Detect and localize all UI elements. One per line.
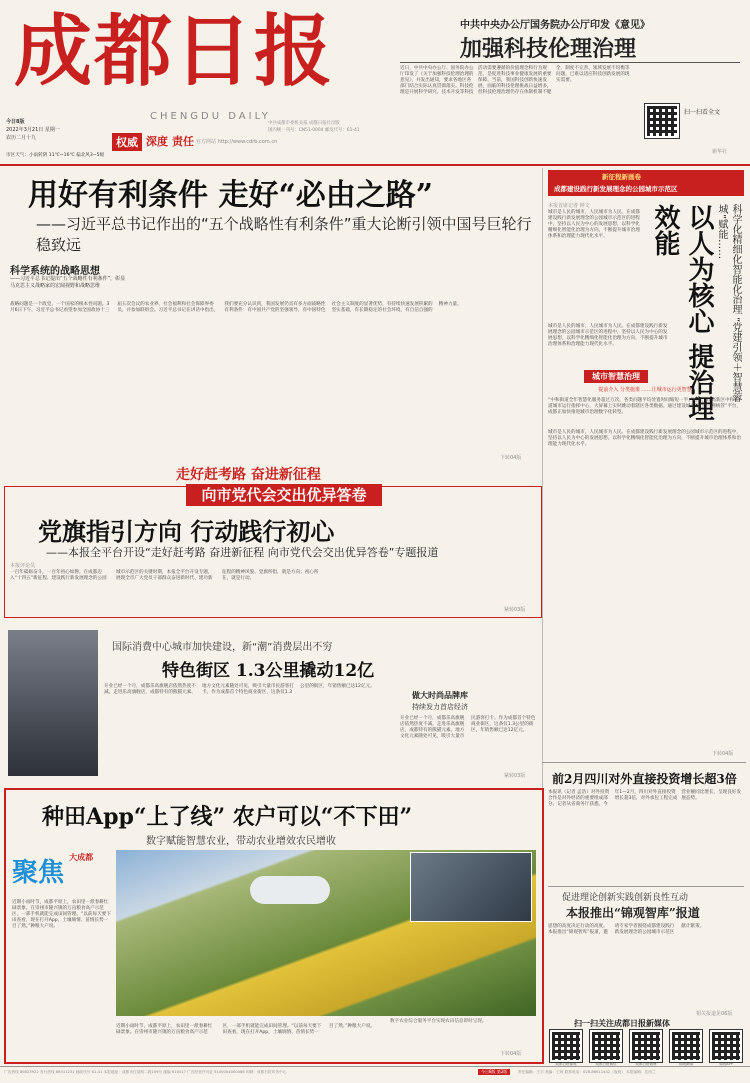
top-news-body-cont [636, 66, 740, 102]
feature1-headline: 党旗指引方向 行动践行初心 [38, 517, 335, 546]
feature2-side-body: 开业已经一个月，成都乐高旗舰店依然热度不减。走进乐高旗舰店，成都特有的熊猫元素、地方文化元素随处可见，吸引大量市民游客打卡。作为成都首个特色商业街区，这条仅1.3公里的街区，年销售额已达12亿元。 [400, 716, 536, 739]
qr-title: 扫一扫关注成都日报新媒体 [574, 1019, 670, 1028]
feature2-kicker: 国际消费中心城市加快建设，新“潮”消费层出不穷 [112, 642, 333, 653]
right2-headline: 前2月四川对外直接投资增长超3倍 [552, 772, 737, 786]
qr-label: 成都日报微信 [595, 1062, 617, 1066]
focus-logo [12, 852, 112, 894]
banner-title: 向市党代会交出优异答卷 [186, 484, 382, 506]
qr-weibo[interactable] [628, 1030, 664, 1070]
lead-section-title: 科学系统的战略思想 [10, 266, 100, 277]
issue-count: 今日8版 [6, 119, 25, 125]
qr-label: 成都日报锦观 [555, 1062, 577, 1066]
date-line: 2022年3月21日 星期一 [6, 127, 60, 133]
tag-authority: 权威 [112, 133, 142, 151]
qr-row [548, 1030, 744, 1070]
feature2-headline: 特色街区 1.3公里撬动12亿 [162, 661, 375, 681]
masthead-website[interactable]: 官方网站 http://www.cdrb.com.cn [196, 139, 278, 145]
lead-section-sub: ——习近平总书记提出“五个战略性有利条件”，彰显马克思主义战略家的宏阔视野和战略思维 [10, 276, 126, 289]
right-subhead: 城市智慧治理 [584, 370, 648, 383]
top-news-headline: 加强科技伦理治理 [460, 36, 637, 62]
feature1-byline: 本报评论员 [10, 563, 36, 569]
right-body2-repeat: 城市是人民的城市，人民城市为人民。在成都建设践行新发展理念的公园城市示范区的进程中，坚持以人民为中心的发展思想，以科学化精细化智能化治理为方向，不断提升城市治理体系和治理能力现代化水平。 [548, 430, 741, 447]
masthead-logo: 成都日报 [14, 6, 335, 97]
qr-label: 锦观APP [719, 1062, 733, 1066]
footer-text: 广告热线 86623922 发行热线 86511231 邮政代号 61-41 本报地址：成都市红星路二段159号 邮编 610017 广告经营许可证 5100004000086 印刷：成都日报印务中心 [4, 1070, 287, 1074]
feature2-body: 开业已经一个月，成都乐高旗舰店依然热度不减。走进乐高旗舰店，成都特有的熊猫元素、地方文化元素随处可见，吸引大量市民游客打卡。作为成都首个特色商业街区，这条仅1.3公里的街区，年销售额已达12亿元。 [104, 684, 375, 695]
lead-subhead: ——习近平总书记作出的“五个战略性有利条件”重大论断引领中国号巨轮行稳致远 [36, 215, 532, 254]
lead-headline: 用好有利条件 走好“必由之路” [28, 178, 433, 213]
bottom-jump: 下转04版 [500, 1051, 522, 1057]
right2-jump: 相关报道见06版 [696, 1011, 733, 1017]
top-news-author: 新华社 [712, 149, 728, 155]
feature2-side-sub: 持续发力首店经济 [412, 703, 468, 711]
right-body-more: 城市是人民的城市，人民城市为人民。在成都建设践行新发展理念的公园城市示范区的进程中，坚持以人民为中心的发展思想，以科学化精细化智能化治理为方向，不断提升城市治理体系和治理能力现代化水平。 [548, 324, 668, 347]
top-news-body: 近日，中共中央办公厅、国务院办公厅印发了《关于加强科技伦理治理的意见》，并发出通知，要求各地区各部门结合实际认真贯彻落实。科技伦理是开展科学研究、技术开发等科技活动需要遵循的价值理念和行为规范，是促进科技事业健康发展的重要保障。当前，我国科技创新快速发展，面临的科技伦理挑战日益增多，但科技伦理治理仍存在体制机制不健全、制度不完善、领域发展不均衡等问题，已难以适应科技创新发展的现实需要。 [400, 66, 630, 95]
right-subhead-note: 提前介入 分类施策 ……让城市运行更智慧 [598, 387, 692, 393]
focus-label: 聚焦 [12, 858, 65, 888]
feature1-jump: 紧转03版 [504, 607, 526, 613]
footer-editors: 责任编辑：王宇 美编：王珂 联系电话：028-86611442（夜班） 本报编辑：沈西兰 [518, 1070, 656, 1074]
qr-app[interactable] [708, 1030, 744, 1070]
bottom-photo-building [250, 876, 330, 904]
bottom-body-2: 近期小雨时节，成都平原上，农田里一派春耕忙碌景象。在崇州市隆兴镇的万亩粮食高产示范区，一部手机就能完成田间管理。“以前每天要下田查看，现在打开App，土壤墒情、苗情长势一目了然。”种粮大户说。 [116, 1024, 376, 1035]
right2-body: 本报讯（记者 孟浩）对外投资合作是对外经济的重要组成部分。记者从省商务厅获悉，今年1—2月，四川对外直接投资增长超3倍，对外承包工程完成营业额同比增长，呈现良好发展态势。 [548, 790, 742, 807]
right-body: 城市是人民的城市，人民城市为人民。在成都建设践行新发展理念的公园城市示范区的进程中，坚持以人民为中心的发展思想，以科学化精细化智能化治理为方向，不断提升城市治理体系和治理能力现代化水平。 [548, 210, 640, 239]
right-banner-title: 成都建设践行新发展理念的公园城市示范区 [554, 185, 678, 193]
bottom-subhead: 数字赋能智慧农业，带动农业增效农民增收 [146, 836, 336, 847]
masthead-pinyin: CHENGDU DAILY [150, 111, 271, 122]
focus-brand: 大成都 [69, 853, 94, 862]
bottom-headline: 种田App“上了线” 农户可以“不下田” [42, 804, 413, 830]
qr-jinguan[interactable] [548, 1030, 584, 1070]
right2-promo-kicker: 促进理论创新实践创新良性互动 [562, 893, 689, 903]
footer-tag: 今日8版 第2版 [478, 1069, 510, 1075]
qr-code[interactable] [645, 104, 679, 138]
feature1-subhead: ——本报全平台开设“走好赶考路 奋进新征程 向市党代会交出优异答卷”专题报道 [46, 546, 439, 559]
lunar-date: 农历二月十九 [6, 135, 37, 141]
publisher-text: 中共成都市委机关报 成都日报社出版 [268, 121, 340, 126]
masthead-tags [112, 133, 194, 151]
bottom-body: 近期小雨时节，成都平原上，农田里一派春耕忙碌景象。在崇州市隆兴镇的万亩粮食高产示范区，一部手机就能完成田间管理。“以前每天要下田查看，现在打开App，土壤墒情、苗情长势一目了然。”种粮大户说。 [12, 900, 111, 929]
bottom-photo-inset [410, 852, 532, 922]
feature2-jump: 紧转03版 [504, 773, 526, 779]
qr-label: 成都日报微博 [635, 1062, 657, 1066]
feature2-side-title: 做大时尚品牌库 [412, 691, 468, 700]
cn-number: 国内统一刊号：CN51-0004 邮发代号：61-41 [268, 128, 360, 133]
tag-depth: 深度 [146, 135, 168, 148]
right-byline: 本报首席记者 钟文 [548, 203, 590, 209]
weather-line: 市区天气：小雨转阴 11℃~16℃ 偏北风3~5级 [6, 153, 105, 158]
qr-label: 锦观新闻 [679, 1062, 693, 1066]
right2-promo-title: 本报推出“锦观智库”报道 [566, 906, 700, 920]
tag-duty: 责任 [172, 135, 194, 148]
right-vertical-sub: 科学化精细化智能化治理 “党建引领＋智慧蓉城”赋能…… [716, 204, 741, 403]
top-news-kicker: 中共中央办公厅国务院办公厅印发《意见》 [460, 20, 650, 31]
bottom-photo-caption: 数字农业综合服务平台实现农田信息即时呈现。 [390, 1019, 487, 1024]
right2-promo-body: 思想的高度决定行动的高度。本报推出“锦观智库”报道，邀请专家学者围绕成都建设践行新发展理念的公园城市示范区献计献策。 [548, 924, 705, 935]
lead-jump: 下转04版 [500, 455, 522, 461]
publisher-line [268, 120, 378, 134]
right-vertical-headline: 以人为核心 提治理效能 [650, 204, 714, 422]
feature2-photo [8, 630, 98, 776]
right-jump: 下转04版 [712, 751, 734, 757]
feature1-body: 一百年砥砺奋斗，一百年初心如磐。在成都迈入“十四五”新征程、建设践行新发展理念的公园城市示范区的关键时期，本报全平台开设专题，展现全市广大党员干部群众奋进新时代、建功新征程的精神风貌。党旗所指，就是方向；初心所在，就是行动。 [10, 570, 319, 581]
right-banner-kicker: 新征程新画卷 [602, 173, 641, 181]
qr-news[interactable] [668, 1030, 704, 1070]
qr-wechat[interactable] [588, 1030, 624, 1070]
qr-caption: 扫一扫看全文 [684, 109, 721, 116]
banner-slogan: 走好赶考路 奋进新征程 [176, 467, 321, 483]
right-body2: “中和街道全年智慧化服务超过万次，各类问题平均处置时间缩短一半。”近日，在高新区中和街道城市运行指挥中心，大屏幕上实时跳动着辖区各类数据。通过建设城市运行“一网统管”平台，成都正加快推进城市治理数字化转型。 [548, 398, 742, 415]
lead-body: 战略问题是一个政党、一个国家的根本性问题。3月6日下午，习近平总书记看望参加全国政协十三届五次会议的农业界、社会福利和社会保障界委员，并参加联组会。习近平总书记在讲话中指出，我们要充分认识到，我国发展仍具有多方面战略性有利条件：有中国共产党的坚强领导，有中国特色社会主义制度的显著优势，有持续快速发展积累的坚实基础，有长期稳定的社会环境，有自信自强的精神力量。 [10, 302, 462, 313]
masthead-date [6, 118, 106, 142]
